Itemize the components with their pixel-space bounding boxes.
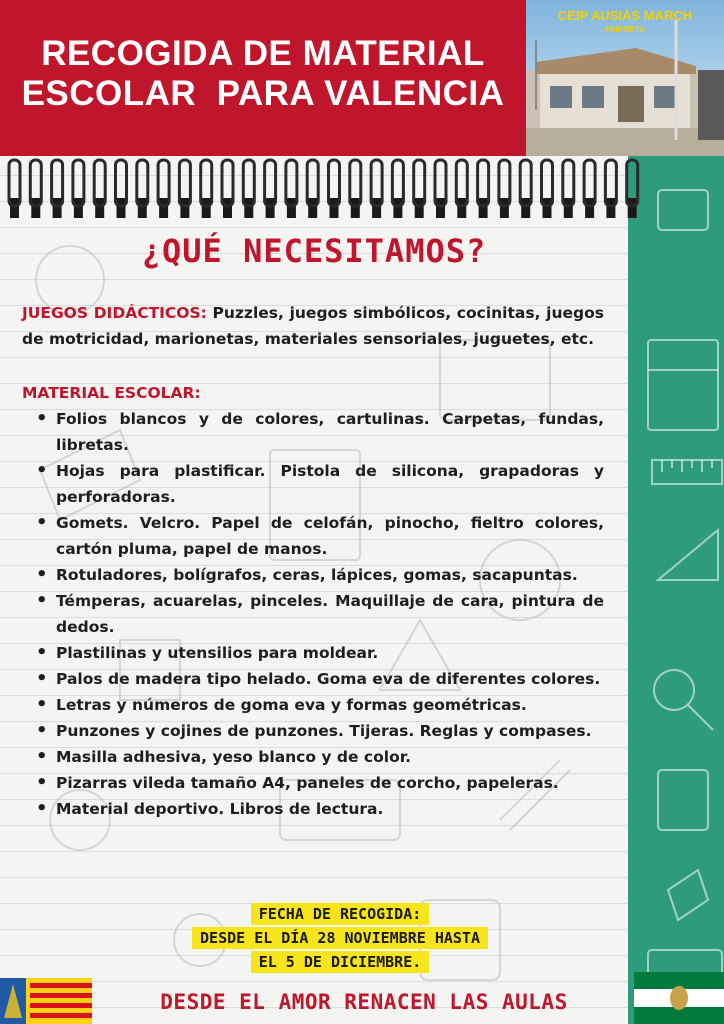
spiral-hole bbox=[543, 198, 552, 218]
collection-date-range: DESDE EL DÍA 28 NOVIEMBRE HASTA bbox=[192, 927, 488, 949]
school-town: PAIPORTA bbox=[604, 25, 646, 34]
spiral-hole bbox=[606, 198, 615, 218]
spiral-hole bbox=[138, 198, 147, 218]
spiral-hole bbox=[10, 198, 19, 218]
title-line-2: ESCOLAR PARA VALENCIA bbox=[21, 74, 505, 113]
section-heading: ¿QUÉ NECESITAMOS? bbox=[141, 232, 487, 270]
page-title bbox=[0, 34, 526, 114]
spiral-hole bbox=[564, 198, 573, 218]
spiral-hole bbox=[415, 198, 424, 218]
list-item: • Gomets. Velcro. Papel de celofán, pinocho, fieltro colores, cartón pluma, papel de manos. bbox=[36, 510, 604, 562]
spiral-hole bbox=[351, 198, 360, 218]
content-body bbox=[22, 300, 604, 822]
spiral-hole bbox=[202, 198, 211, 218]
list-item: • Rotuladores, bolígrafos, ceras, lápices, gomas, sacapuntas. bbox=[36, 562, 604, 588]
spiral-hole bbox=[479, 198, 488, 218]
spiral-hole bbox=[500, 198, 509, 218]
juegos-label: JUEGOS DIDÁCTICOS: bbox=[22, 304, 207, 322]
spiral-hole bbox=[180, 198, 189, 218]
list-item: • Hojas para plastificar. Pistola de silicona, grapadoras y perforadoras. bbox=[36, 458, 604, 510]
spiral-hole bbox=[74, 198, 83, 218]
collection-date-title: FECHA DE RECOGIDA: bbox=[251, 903, 430, 925]
spiral-hole bbox=[95, 198, 104, 218]
spiral-hole bbox=[330, 198, 339, 218]
school-photo bbox=[526, 0, 724, 156]
spiral-hole bbox=[117, 198, 126, 218]
spiral-hole bbox=[372, 198, 381, 218]
valencian-flag bbox=[0, 978, 92, 1024]
list-item: • Témperas, acuarelas, pinceles. Maquillaje de cara, pintura de dedos. bbox=[36, 588, 604, 640]
spiral-hole bbox=[287, 198, 296, 218]
juegos-text: Puzzles, juegos simbólicos, cocinitas, juegos de motricidad, marionetas, materiales sensoriales, juguetes, etc. bbox=[22, 304, 604, 348]
title-line-1: RECOGIDA DE MATERIAL bbox=[41, 34, 485, 73]
spiral-binding bbox=[0, 152, 640, 224]
spiral-hole bbox=[585, 198, 594, 218]
spiral-hole bbox=[223, 198, 232, 218]
spiral-hole bbox=[436, 198, 445, 218]
spiral-hole bbox=[31, 198, 40, 218]
school-name: CEIP AUSIÀS MARCH bbox=[557, 8, 693, 23]
spiral-hole bbox=[628, 198, 637, 218]
list-item: • Masilla adhesiva, yeso blanco y de color. bbox=[36, 744, 604, 770]
spiral-hole bbox=[266, 198, 275, 218]
spiral-hole bbox=[53, 198, 62, 218]
list-item: • Plastilinas y utensilios para moldear. bbox=[36, 640, 604, 666]
spiral-hole bbox=[393, 198, 402, 218]
material-label: MATERIAL ESCOLAR: bbox=[22, 384, 201, 402]
andalusian-flag bbox=[634, 972, 724, 1024]
list-item: • Folios blancos y de colores, cartulinas. Carpetas, fundas, libretas. bbox=[36, 406, 604, 458]
spiral-hole bbox=[457, 198, 466, 218]
spiral-hole bbox=[159, 198, 168, 218]
list-item: • Punzones y cojines de punzones. Tijeras. Reglas y compases. bbox=[36, 718, 604, 744]
list-item: • Palos de madera tipo helado. Goma eva de diferentes colores. bbox=[36, 666, 604, 692]
slogan: DESDE EL AMOR RENACEN LAS AULAS bbox=[160, 990, 568, 1014]
juegos-paragraph bbox=[22, 300, 604, 352]
list-item: • Pizarras vileda tamaño A4, paneles de corcho, papeleras. bbox=[36, 770, 604, 796]
school-doodles-green bbox=[628, 150, 724, 1024]
school-building-image bbox=[526, 0, 724, 156]
list-item: • Material deportivo. Libros de lectura. bbox=[36, 796, 604, 822]
material-list bbox=[36, 406, 604, 822]
spiral-hole bbox=[521, 198, 530, 218]
spiral-hole bbox=[308, 198, 317, 218]
spiral-hole bbox=[244, 198, 253, 218]
collection-date-end: EL 5 DE DICIEMBRE. bbox=[251, 951, 430, 973]
list-item: • Letras y números de goma eva y formas geométricas. bbox=[36, 692, 604, 718]
